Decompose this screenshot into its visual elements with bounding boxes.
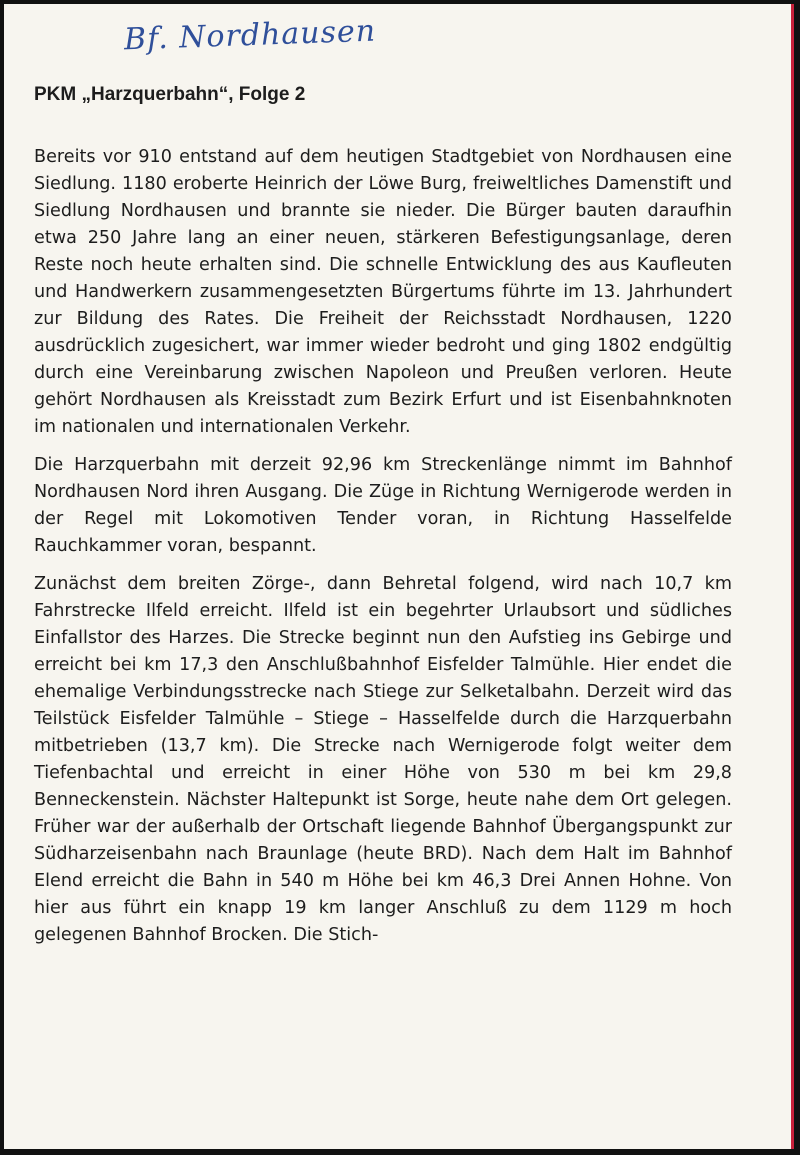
paragraph-harzquerbahn: Die Harzquerbahn mit derzeit 92,96 km Streckenlänge nimmt im Bahnhof Nordhausen Nord ihren Ausgang. Die Züge in Richtung Wernigerode werden in der Regel mit Lokomotiven Tender voran, in Richtung Hasselfelde Rauchkammer voran, bespannt. xyxy=(34,455,732,556)
paragraph-route: Zunächst dem breiten Zörge-, dann Behretal folgend, wird nach 10,7 km Fahrstrecke Ilfeld erreicht. Ilfeld ist ein begehrter Urlaubsort und südliches Einfallstor des Harzes. Die Strecke beginnt nun den Aufstieg ins Gebirge und erreicht bei km 17,3 den Anschlußbahnhof Eisfelder Talmühle. Hier endet die ehemalige Verbindungsstrecke nach Stiege zur Selketalbahn. Derzeit wird das Teilstück Eisfelder Talmühle – Stiege – Hasselfelde durch die Harzquerbahn mitbetrieben (13,7 km). Die Strecke nach Wernigerode folgt weiter dem Tiefenbachtal und erreicht in einer Höhe von 530 m bei km 29,8 Benneckenstein. Nächster Haltepunkt ist Sorge, heute nahe dem Ort gelegen. Früher war der außerhalb der Ortschaft liegende Bahnhof Übergangspunkt zur Südharzeisenbahn nach Braunlage (heute BRD). Nach dem Halt im Bahnhof Elend erreicht die Bahn in 540 m Höhe bei km 46,3 Drei Annen Hohne. Von hier aus führt ein knapp 19 km langer Anschluß zu dem 1129 m hoch gelegenen Bahnhof Brocken. Die Stich- xyxy=(34,574,732,945)
document-title: PKM „Harzquerbahn“, Folge 2 xyxy=(34,84,306,105)
document-page xyxy=(4,4,794,1149)
paragraph-history: Bereits vor 910 entstand auf dem heutigen Stadtgebiet von Nordhausen eine Siedlung. 1180 eroberte Heinrich der Löwe Burg, freiweltliches Damenstift und Siedlung Nordhausen und brannte sie nieder. Die Bürger bauten daraufhin etwa 250 Jahre lang an einer neuen, stärkeren Befestigungsanlage, deren Reste noch heute erhalten sind. Die schnelle Entwicklung des aus Kaufleuten und Handwerkern zusammengesetzten Bürgertums führte im 13. Jahrhundert zur Bildung des Rates. Die Freiheit der Reichsstadt Nordhausen, 1220 ausdrücklich zugesichert, war immer wieder bedroht und ging 1802 endgültig durch eine Vereinbarung zwischen Napoleon und Preußen verloren. Heute gehört Nordhausen als Kreisstadt zum Bezirk Erfurt und ist Eisenbahnknoten im nationalen und internationalen Verkehr. xyxy=(34,147,732,437)
handwritten-note: Bf. Nordhausen xyxy=(123,13,377,58)
body-text xyxy=(34,144,732,960)
